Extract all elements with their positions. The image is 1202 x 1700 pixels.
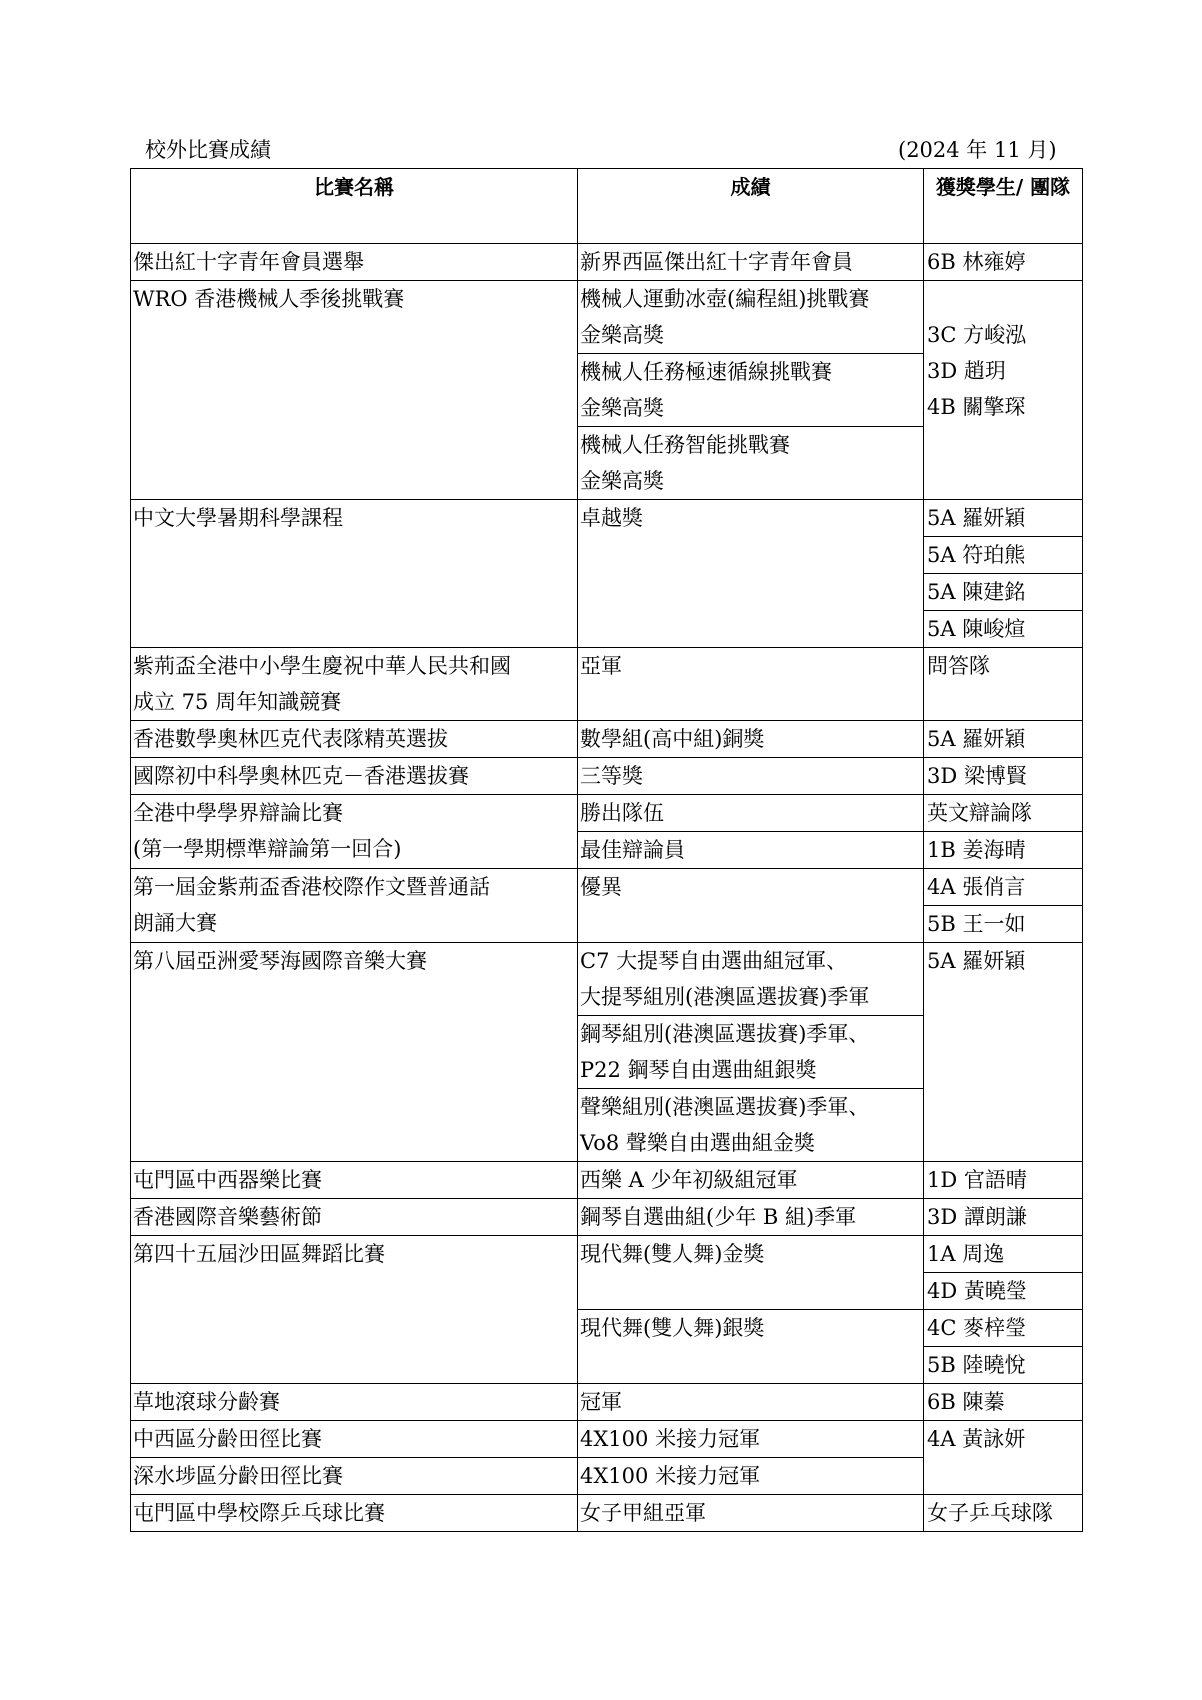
result-cell: 女子甲組亞軍 bbox=[578, 1495, 924, 1532]
column-header-result: 成績 bbox=[578, 169, 924, 244]
result-cell: 冠軍 bbox=[578, 1384, 924, 1421]
table-row bbox=[131, 500, 1083, 537]
competition-cell: 香港數學奧林匹克代表隊精英選拔 bbox=[131, 721, 578, 758]
table-row bbox=[131, 1236, 1083, 1273]
table-row bbox=[131, 1421, 1083, 1458]
student-cell: 5A 羅妍穎 bbox=[924, 500, 1083, 537]
student-cell: 5B 王一如 bbox=[924, 906, 1083, 943]
competition-cell: 深水埗區分齡田徑比賽 bbox=[131, 1458, 578, 1495]
student-cell: 6B 陳蓁 bbox=[924, 1384, 1083, 1421]
competition-results-table bbox=[130, 168, 1083, 1532]
student-cell: 5B 陸曉悅 bbox=[924, 1347, 1083, 1384]
student-cell: 1D 官語晴 bbox=[924, 1162, 1083, 1199]
result-cell: 數學組(高中組)銅獎 bbox=[578, 721, 924, 758]
competition-cell: 第八屆亞洲愛琴海國際音樂大賽 bbox=[131, 943, 578, 1162]
student-cell: 4C 麥梓瑩 bbox=[924, 1310, 1083, 1347]
competition-cell: 中西區分齡田徑比賽 bbox=[131, 1421, 578, 1458]
table-row bbox=[131, 721, 1083, 758]
column-header-student: 獲獎學生/ 團隊 bbox=[924, 169, 1083, 244]
table-row bbox=[131, 1199, 1083, 1236]
result-cell: 最佳辯論員 bbox=[578, 832, 924, 869]
result-cell: 聲樂組別(港澳區選拔賽)季軍、 Vo8 聲樂自由選曲組金獎 bbox=[578, 1089, 924, 1162]
result-cell: C7 大提琴自由選曲組冠軍、 大提琴組別(港澳區選拔賽)季軍 bbox=[578, 943, 924, 1016]
table-row bbox=[131, 1162, 1083, 1199]
competition-cell: WRO 香港機械人季後挑戰賽 bbox=[131, 281, 578, 500]
student-cell: 女子乒乓球隊 bbox=[924, 1495, 1083, 1532]
result-cell: 鋼琴組別(港澳區選拔賽)季軍、 P22 鋼琴自由選曲組銀獎 bbox=[578, 1016, 924, 1089]
competition-cell: 香港國際音樂藝術節 bbox=[131, 1199, 578, 1236]
competition-cell: 屯門區中西器樂比賽 bbox=[131, 1162, 578, 1199]
table-row bbox=[131, 1495, 1083, 1532]
student-cell: 4A 張俏言 bbox=[924, 869, 1083, 906]
table-header-row bbox=[131, 169, 1083, 244]
student-cell: 5A 羅妍穎 bbox=[924, 943, 1083, 1162]
student-cell: 6B 林雍婷 bbox=[924, 244, 1083, 281]
competition-cell: 屯門區中學校際乒乓球比賽 bbox=[131, 1495, 578, 1532]
result-cell: 機械人任務智能挑戰賽 金樂高獎 bbox=[578, 427, 924, 500]
document-title: 校外比賽成績 bbox=[145, 138, 271, 162]
result-cell: 4X100 米接力冠軍 bbox=[578, 1421, 924, 1458]
result-cell: 三等獎 bbox=[578, 758, 924, 795]
student-cell: 4A 黃詠妍 bbox=[924, 1421, 1083, 1495]
competition-cell: 第一屆金紫荊盃香港校際作文暨普通話 朗誦大賽 bbox=[131, 869, 578, 943]
competition-cell: 國際初中科學奧林匹克－香港選拔賽 bbox=[131, 758, 578, 795]
student-cell: 3D 梁博賢 bbox=[924, 758, 1083, 795]
student-cell: 4D 黃曉瑩 bbox=[924, 1273, 1083, 1310]
table-row bbox=[131, 244, 1083, 281]
table-row bbox=[131, 281, 1083, 354]
student-cell: 3C 方峻泓 3D 趙玥 4B 關擎琛 bbox=[924, 281, 1083, 500]
competition-cell: 全港中學學界辯論比賽 (第一學期標準辯論第一回合) bbox=[131, 795, 578, 869]
student-cell: 問答隊 bbox=[924, 648, 1083, 721]
student-cell: 5A 符珀熊 bbox=[924, 537, 1083, 574]
competition-cell: 紫荊盃全港中小學生慶祝中華人民共和國 成立 75 周年知識競賽 bbox=[131, 648, 578, 721]
student-cell: 1A 周逸 bbox=[924, 1236, 1083, 1273]
student-cell: 1B 姜海晴 bbox=[924, 832, 1083, 869]
competition-cell: 傑出紅十字青年會員選舉 bbox=[131, 244, 578, 281]
result-cell: 新界西區傑出紅十字青年會員 bbox=[578, 244, 924, 281]
student-cell: 英文辯論隊 bbox=[924, 795, 1083, 832]
column-header-competition: 比賽名稱 bbox=[131, 169, 578, 244]
result-cell: 西樂 A 少年初級組冠軍 bbox=[578, 1162, 924, 1199]
competition-cell: 草地滾球分齡賽 bbox=[131, 1384, 578, 1421]
result-cell: 亞軍 bbox=[578, 648, 924, 721]
table-row bbox=[131, 1384, 1083, 1421]
result-cell: 現代舞(雙人舞)銀獎 bbox=[578, 1310, 924, 1384]
student-cell: 5A 陳建銘 bbox=[924, 574, 1083, 611]
result-cell: 卓越獎 bbox=[578, 500, 924, 648]
competition-cell: 第四十五屆沙田區舞蹈比賽 bbox=[131, 1236, 578, 1384]
student-cell: 5A 陳峻煊 bbox=[924, 611, 1083, 648]
student-cell: 3D 譚朗謙 bbox=[924, 1199, 1083, 1236]
result-cell: 鋼琴自選曲組(少年 B 組)季軍 bbox=[578, 1199, 924, 1236]
result-cell: 機械人任務極速循線挑戰賽 金樂高獎 bbox=[578, 354, 924, 427]
table-row bbox=[131, 869, 1083, 906]
document-date: (2024 年 11 月) bbox=[898, 138, 1057, 162]
table-row bbox=[131, 795, 1083, 832]
competition-cell: 中文大學暑期科學課程 bbox=[131, 500, 578, 648]
table-row bbox=[131, 648, 1083, 721]
result-cell: 優異 bbox=[578, 869, 924, 943]
result-cell: 現代舞(雙人舞)金獎 bbox=[578, 1236, 924, 1310]
table-row bbox=[131, 758, 1083, 795]
result-cell: 4X100 米接力冠軍 bbox=[578, 1458, 924, 1495]
table-row bbox=[131, 943, 1083, 1016]
student-cell: 5A 羅妍穎 bbox=[924, 721, 1083, 758]
result-cell: 機械人運動冰壺(編程組)挑戰賽 金樂高獎 bbox=[578, 281, 924, 354]
result-cell: 勝出隊伍 bbox=[578, 795, 924, 832]
